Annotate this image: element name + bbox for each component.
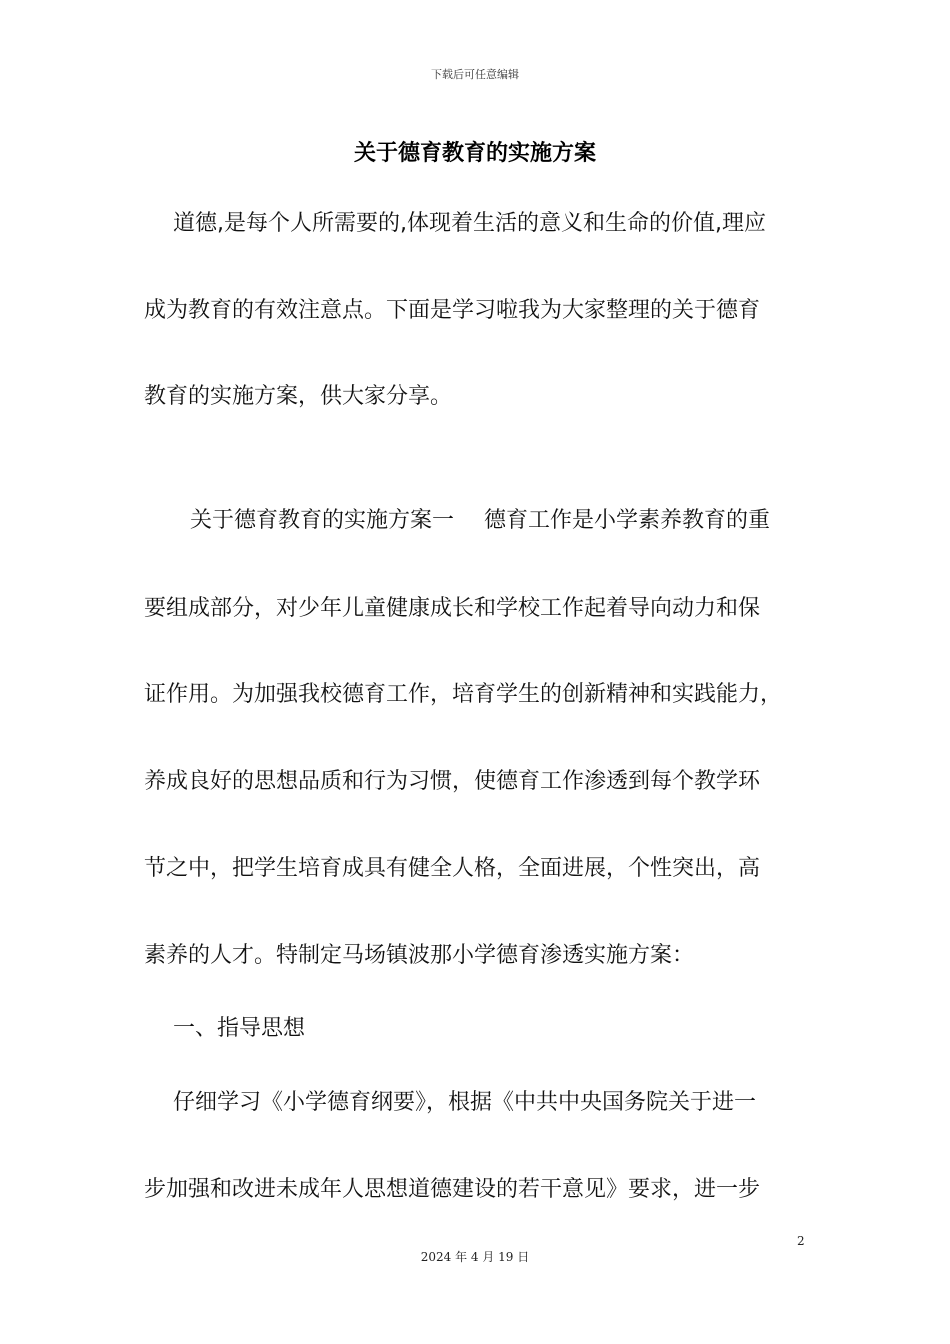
guiding-line: 步加强和改进未成年人思想道德建设的若干意见》要求，进一步 xyxy=(144,1177,761,1202)
section-one-line: 养成良好的思想品质和行为习惯，使德育工作渗透到每个教学环 xyxy=(144,769,761,794)
intro-line: 道德,是每个人所需要的,体现着生活的意义和生命的价值,理应 xyxy=(173,211,766,236)
section-one-line: 素养的人才。特制定马场镇波那小学德育渗透实施方案： xyxy=(144,943,695,968)
intro-line: 成为教育的有效注意点。下面是学习啦我为大家整理的关于德育 xyxy=(144,298,761,323)
intro-line: 教育的实施方案，供大家分享。 xyxy=(144,384,453,409)
section-one-heading: 关于德育教育的实施方案一 xyxy=(190,508,455,533)
section-one-line: 要组成部分，对少年儿童健康成长和学校工作起着导向动力和保 xyxy=(144,596,761,621)
section-one-line: 节之中，把学生培育成具有健全人格，全面进展，个性突出，高 xyxy=(144,856,761,881)
section-one-first-text: 德育工作是小学素养教育的重 xyxy=(484,508,771,533)
section-one-line: 证作用。为加强我校德育工作，培育学生的创新精神和实践能力， xyxy=(144,682,783,707)
document-title: 关于德育教育的实施方案 xyxy=(353,141,596,166)
page-number: 2 xyxy=(797,1234,805,1248)
guiding-line: 仔细学习《小学德育纲要》，根据《中共中央国务院关于进一 xyxy=(173,1090,757,1115)
section-one-first-line xyxy=(190,506,770,536)
header-note: 下载后可任意编辑 xyxy=(431,68,519,81)
guiding-heading: 一、指导思想 xyxy=(173,1016,306,1041)
footer-date: 2024 年 4 月 19 日 xyxy=(420,1250,530,1264)
